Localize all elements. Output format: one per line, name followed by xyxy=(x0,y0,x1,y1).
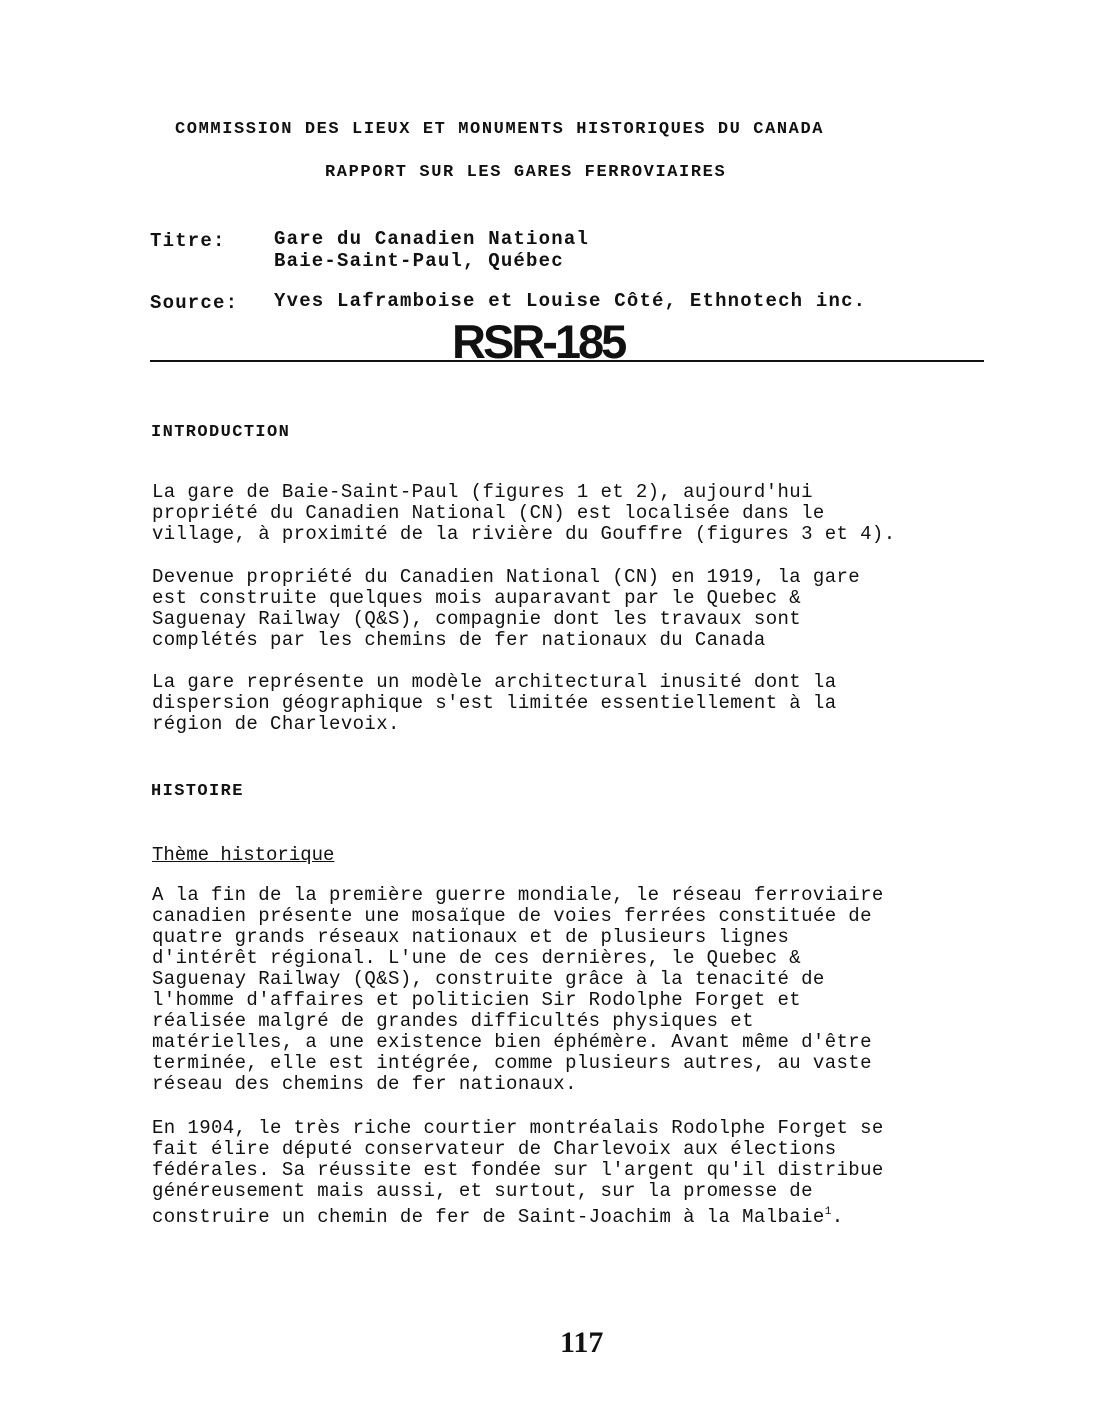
text-line: fait élire député conservateur de Charlevoix aux élections xyxy=(152,1138,837,1160)
text-line: quatre grands réseaux nationaux et de plusieurs lignes xyxy=(152,926,790,948)
introduction-heading: INTRODUCTION xyxy=(151,423,291,442)
text-line: fédérales. Sa réussite est fondée sur l'argent qu'il distribue xyxy=(152,1159,884,1181)
histoire-heading: HISTOIRE xyxy=(151,782,244,801)
text-line: terminée, elle est intégrée, comme plusieurs autres, au vaste xyxy=(152,1052,872,1074)
report-title: RAPPORT SUR LES GARES FERROVIAIRES xyxy=(325,163,727,182)
theme-subheading: Thème historique xyxy=(152,844,335,866)
source-value: Yves Laframboise et Louise Côté, Ethnotech inc. xyxy=(274,290,867,312)
text-line: dispersion géographique s'est limitée essentiellement à la xyxy=(152,692,837,714)
text-line: Saguenay Railway (Q&S), compagnie dont les travaux sont xyxy=(152,608,802,630)
intro-paragraph-2 xyxy=(152,567,860,651)
text-line: La gare représente un modèle architectural inusité dont la xyxy=(152,671,837,693)
footnote-marker: 1 xyxy=(824,1206,832,1218)
title-line-2: Baie-Saint-Paul, Québec xyxy=(274,250,564,272)
text-line: est construite quelques mois auparavant par le Quebec & xyxy=(152,587,802,609)
text-line: complétés par les chemins de fer nationaux du Canada xyxy=(152,629,766,651)
text-line: matérielles, a une existence bien éphémère. Avant même d'être xyxy=(152,1031,872,1053)
text-line: réseau des chemins de fer nationaux. xyxy=(152,1073,577,1095)
text-line: A la fin de la première guerre mondiale, le réseau ferroviaire xyxy=(152,884,884,906)
text-line: village, à proximité de la rivière du Gouffre (figures 3 et 4). xyxy=(152,523,896,545)
text-line: l'homme d'affaires et politicien Sir Rodolphe Forget et xyxy=(152,989,802,1011)
title-line-1: Gare du Canadien National xyxy=(274,228,590,250)
text-line: propriété du Canadien National (CN) est localisée dans le xyxy=(152,502,825,524)
title-label: Titre: xyxy=(150,230,226,252)
text-line: canadien présente une mosaïque de voies ferrées constituée de xyxy=(152,905,872,927)
document-code-stamp: RSR-185 xyxy=(452,315,625,368)
text-line: d'intérêt régional. L'une de ces dernières, le Quebec & xyxy=(152,947,802,969)
text-line: En 1904, le très riche courtier montréalais Rodolphe Forget se xyxy=(152,1117,884,1139)
histoire-paragraph-2 xyxy=(152,1117,884,1228)
histoire-paragraph-1 xyxy=(152,885,884,1095)
intro-paragraph-3 xyxy=(152,672,837,735)
page-number: 117 xyxy=(560,1326,604,1359)
text-line xyxy=(152,1202,884,1228)
commission-title: COMMISSION DES LIEUX ET MONUMENTS HISTORIQUES DU CANADA xyxy=(175,120,825,139)
header-rule xyxy=(150,360,984,362)
text-line: Devenue propriété du Canadien National (CN) en 1919, la gare xyxy=(152,566,861,588)
sentence-end: . xyxy=(831,1206,844,1228)
text-line: généreusement mais aussi, et surtout, sur la promesse de xyxy=(152,1180,813,1202)
text-line: région de Charlevoix. xyxy=(152,713,400,735)
text-line: Saguenay Railway (Q&S), construite grâce à la tenacité de xyxy=(152,968,825,990)
text-line: réalisée malgré de grandes difficultés physiques et xyxy=(152,1010,754,1032)
intro-paragraph-1 xyxy=(152,482,896,545)
text-line: La gare de Baie-Saint-Paul (figures 1 et 2), aujourd'hui xyxy=(152,481,813,503)
source-label: Source: xyxy=(150,292,239,314)
text-line-content: construire un chemin de fer de Saint-Joachim à la Malbaie xyxy=(152,1206,825,1228)
